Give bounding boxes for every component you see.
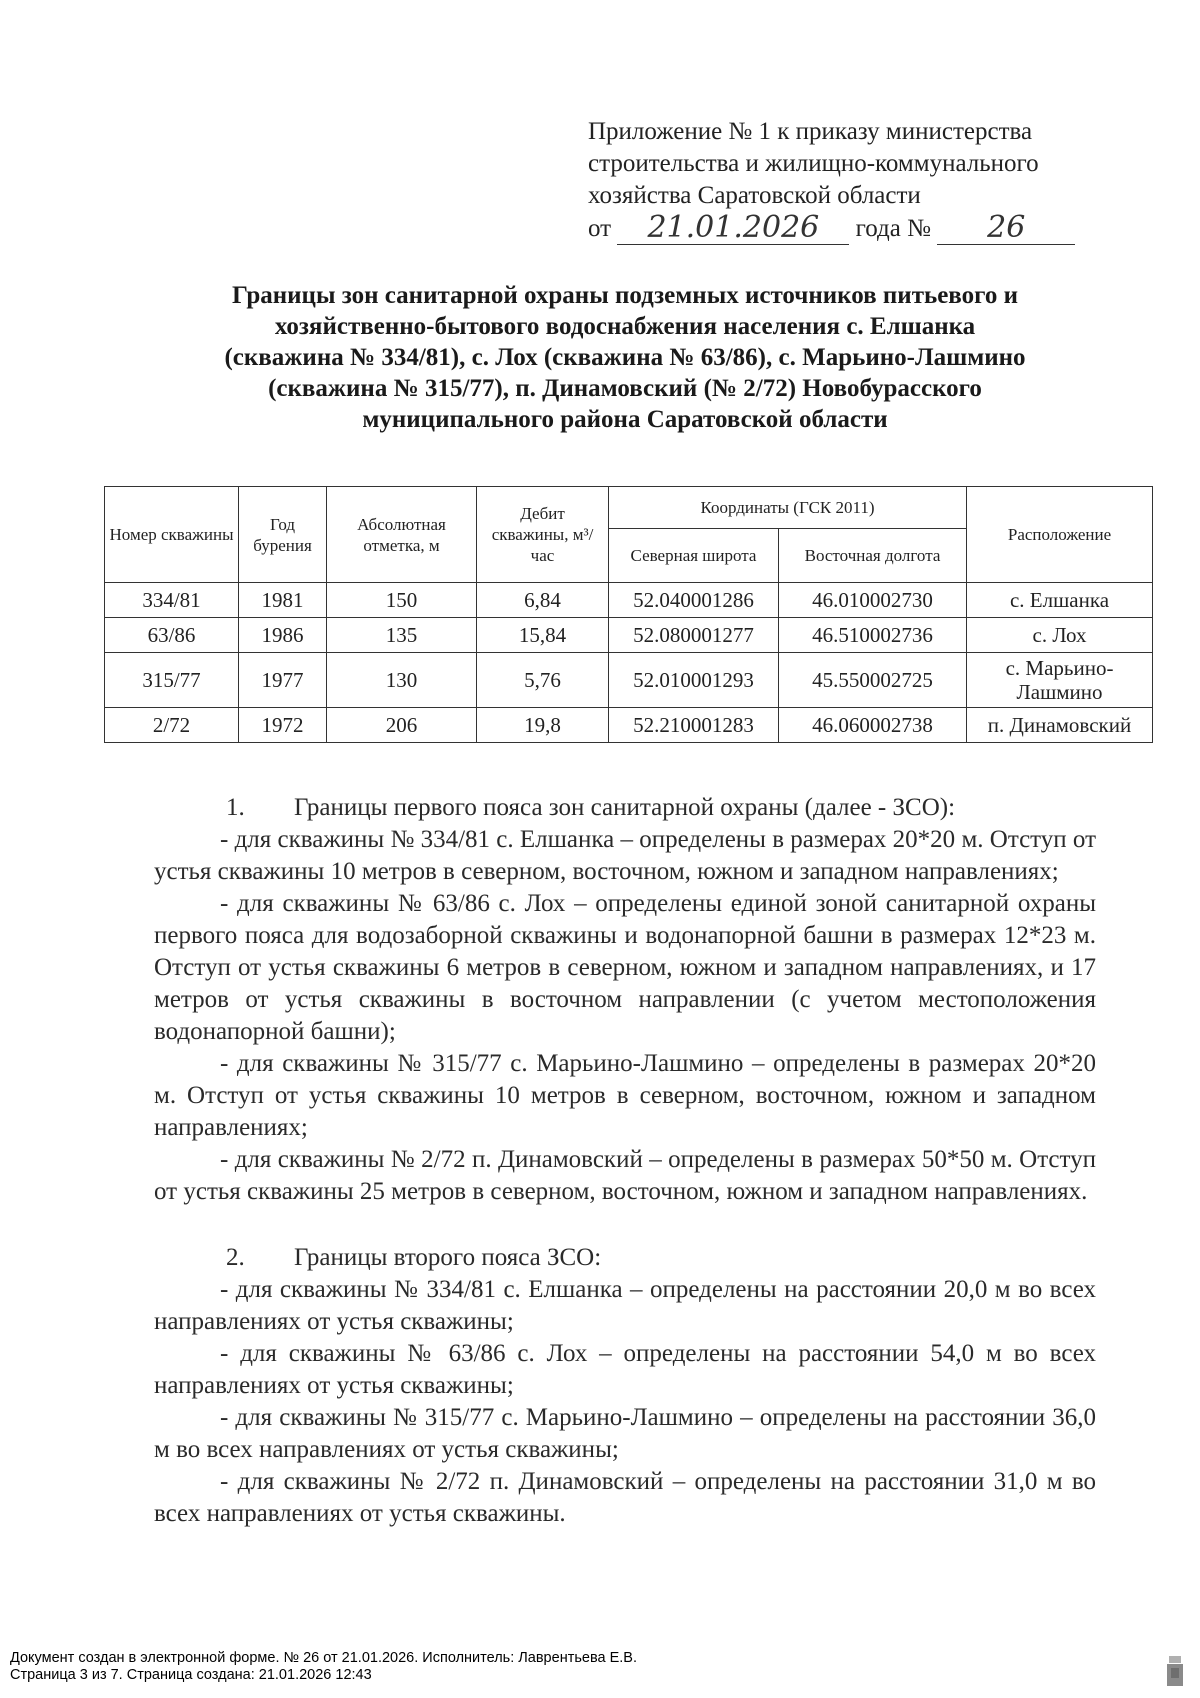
cell-number: 334/81 (105, 583, 239, 618)
header-longitude: Восточная долгота (779, 529, 967, 583)
section-1-heading (226, 792, 1096, 824)
header-coordinates: Координаты (ГСК 2011) (609, 487, 967, 529)
cell-year: 1981 (239, 583, 327, 618)
cell-number: 2/72 (105, 708, 239, 743)
footer-line-1: Документ создан в электронной форме. № 26 от 21.01.2026. Исполнитель: Лаврентьева Е.В. (10, 1650, 637, 1666)
cell-lat: 52.080001277 (609, 618, 779, 653)
cell-debit: 5,76 (477, 653, 609, 708)
title-line-1: Границы зон санитарной охраны подземных источников питьевого и (232, 282, 1018, 309)
title-line-5: муниципального района Саратовской области (362, 406, 888, 433)
title-line-3: (скважина № 334/81), с. Лох (скважина № 63/86), с. Марьино-Лашмино (224, 344, 1026, 371)
appendix-line-3: хозяйства Саратовской области (588, 182, 921, 209)
section-2-heading-text: Границы второго пояса ЗСО: (294, 1244, 602, 1271)
cell-debit: 6,84 (477, 583, 609, 618)
cell-number: 315/77 (105, 653, 239, 708)
section-1-item: - для скважины № 63/86 с. Лох – определены единой зоной санитарной охраны первого пояса для водозаборной скважины и водонапорной башни в размерах 12*23 м. Отступ от устья скважины 6 метров в северном, южном и западном направлениях, и 17 метров от устья скважины в восточном направлении (с учетом местоположения водонапорной башни); (154, 890, 1096, 1045)
footer-line-2: Страница 3 из 7. Страница создана: 21.01.2026 12:43 (10, 1667, 372, 1683)
section-2-item: - для скважины № 315/77 с. Марьино-Лашмино – определены на расстоянии 36,0 м во всех направлениях от устья скважины; (154, 1404, 1096, 1463)
appendix-line-2: строительства и жилищно-коммунального (588, 150, 1039, 177)
wells-table (104, 486, 1153, 743)
table-row (105, 618, 1153, 653)
cell-debit: 19,8 (477, 708, 609, 743)
appendix-number-handwritten: 26 (987, 210, 1026, 245)
section-2-number: 2. (226, 1244, 245, 1271)
appendix-date-handwritten: 21.01.2026 (647, 210, 820, 245)
section-1-item: - для скважины № 2/72 п. Динамовский – определены в размерах 50*50 м. Отступ от устья скважины 25 метров в северном, восточном, южном и западном направлениях. (154, 1146, 1096, 1205)
cell-year: 1972 (239, 708, 327, 743)
cell-lat: 52.040001286 (609, 583, 779, 618)
cell-elevation: 135 (327, 618, 477, 653)
cell-lon: 46.060002738 (779, 708, 967, 743)
section-2-heading (226, 1242, 1096, 1274)
cell-location: с. Лох (967, 618, 1153, 653)
header-elevation: Абсолютная отметка, м (327, 487, 477, 583)
document-footer (10, 1650, 1110, 1684)
body-text (154, 792, 1096, 1530)
section-1-number: 1. (226, 794, 245, 821)
cell-location: с. Марьино-Лашмино (967, 653, 1153, 708)
section-1-item: - для скважины № 315/77 с. Марьино-Лашмино – определены в размерах 20*20 м. Отступ от устья скважины 10 метров в северном, восточном, южном и западном направлениях; (154, 1050, 1096, 1141)
table-row (105, 708, 1153, 743)
cell-lon: 45.550002725 (779, 653, 967, 708)
cell-elevation: 206 (327, 708, 477, 743)
header-well-number: Номер скважины (105, 487, 239, 583)
cell-lon: 46.510002736 (779, 618, 967, 653)
cell-number: 63/86 (105, 618, 239, 653)
section-2-item: - для скважины № 63/86 с. Лох – определены на расстоянии 54,0 м во всех направлениях от устья скважины; (154, 1340, 1096, 1399)
section-2-item: - для скважины № 334/81 с. Елшанка – определены на расстоянии 20,0 м во всех направлениях от устья скважины; (154, 1276, 1096, 1335)
cell-location: с. Елшанка (967, 583, 1153, 618)
document-title (150, 280, 1100, 435)
table-row (105, 583, 1153, 618)
appendix-ot-label: от (588, 215, 612, 242)
cell-elevation: 150 (327, 583, 477, 618)
table-row (105, 653, 1153, 708)
appendix-date-field (617, 212, 849, 245)
cell-lon: 46.010002730 (779, 583, 967, 618)
cell-lat: 52.010001293 (609, 653, 779, 708)
cell-debit: 15,84 (477, 618, 609, 653)
section-gap (154, 1208, 1096, 1242)
header-latitude: Северная широта (609, 529, 779, 583)
title-line-2: хозяйственно-бытового водоснабжения населения с. Елшанка (274, 313, 976, 340)
appendix-line-1: Приложение № 1 к приказу министерства (588, 118, 1033, 145)
section-1-heading-text: Границы первого пояса зон санитарной охраны (далее - ЗСО): (294, 794, 956, 821)
appendix-header (588, 116, 1108, 245)
section-1-item: - для скважины № 334/81 с. Елшанка – определены в размерах 20*20 м. Отступ от устья скважины 10 метров в северном, восточном, южном и западном направлениях; (154, 826, 1096, 885)
cell-year: 1977 (239, 653, 327, 708)
section-2-item: - для скважины № 2/72 п. Динамовский – определены на расстоянии 31,0 м во всех направлениях от устья скважины. (154, 1468, 1096, 1527)
title-line-4: (скважина № 315/77), п. Динамовский (№ 2/72) Новобурасского (268, 375, 982, 402)
cell-lat: 52.210001283 (609, 708, 779, 743)
appendix-date-line (588, 212, 1108, 245)
cell-elevation: 130 (327, 653, 477, 708)
appendix-goda-label: года № (855, 215, 931, 242)
header-drill-year: Год бурения (239, 487, 327, 583)
emblem-icon (1164, 1654, 1186, 1688)
header-debit: Дебит скважины, м³/час (477, 487, 609, 583)
header-location: Расположение (967, 487, 1153, 583)
appendix-number-field (937, 212, 1075, 245)
cell-year: 1986 (239, 618, 327, 653)
cell-location: п. Динамовский (967, 708, 1153, 743)
